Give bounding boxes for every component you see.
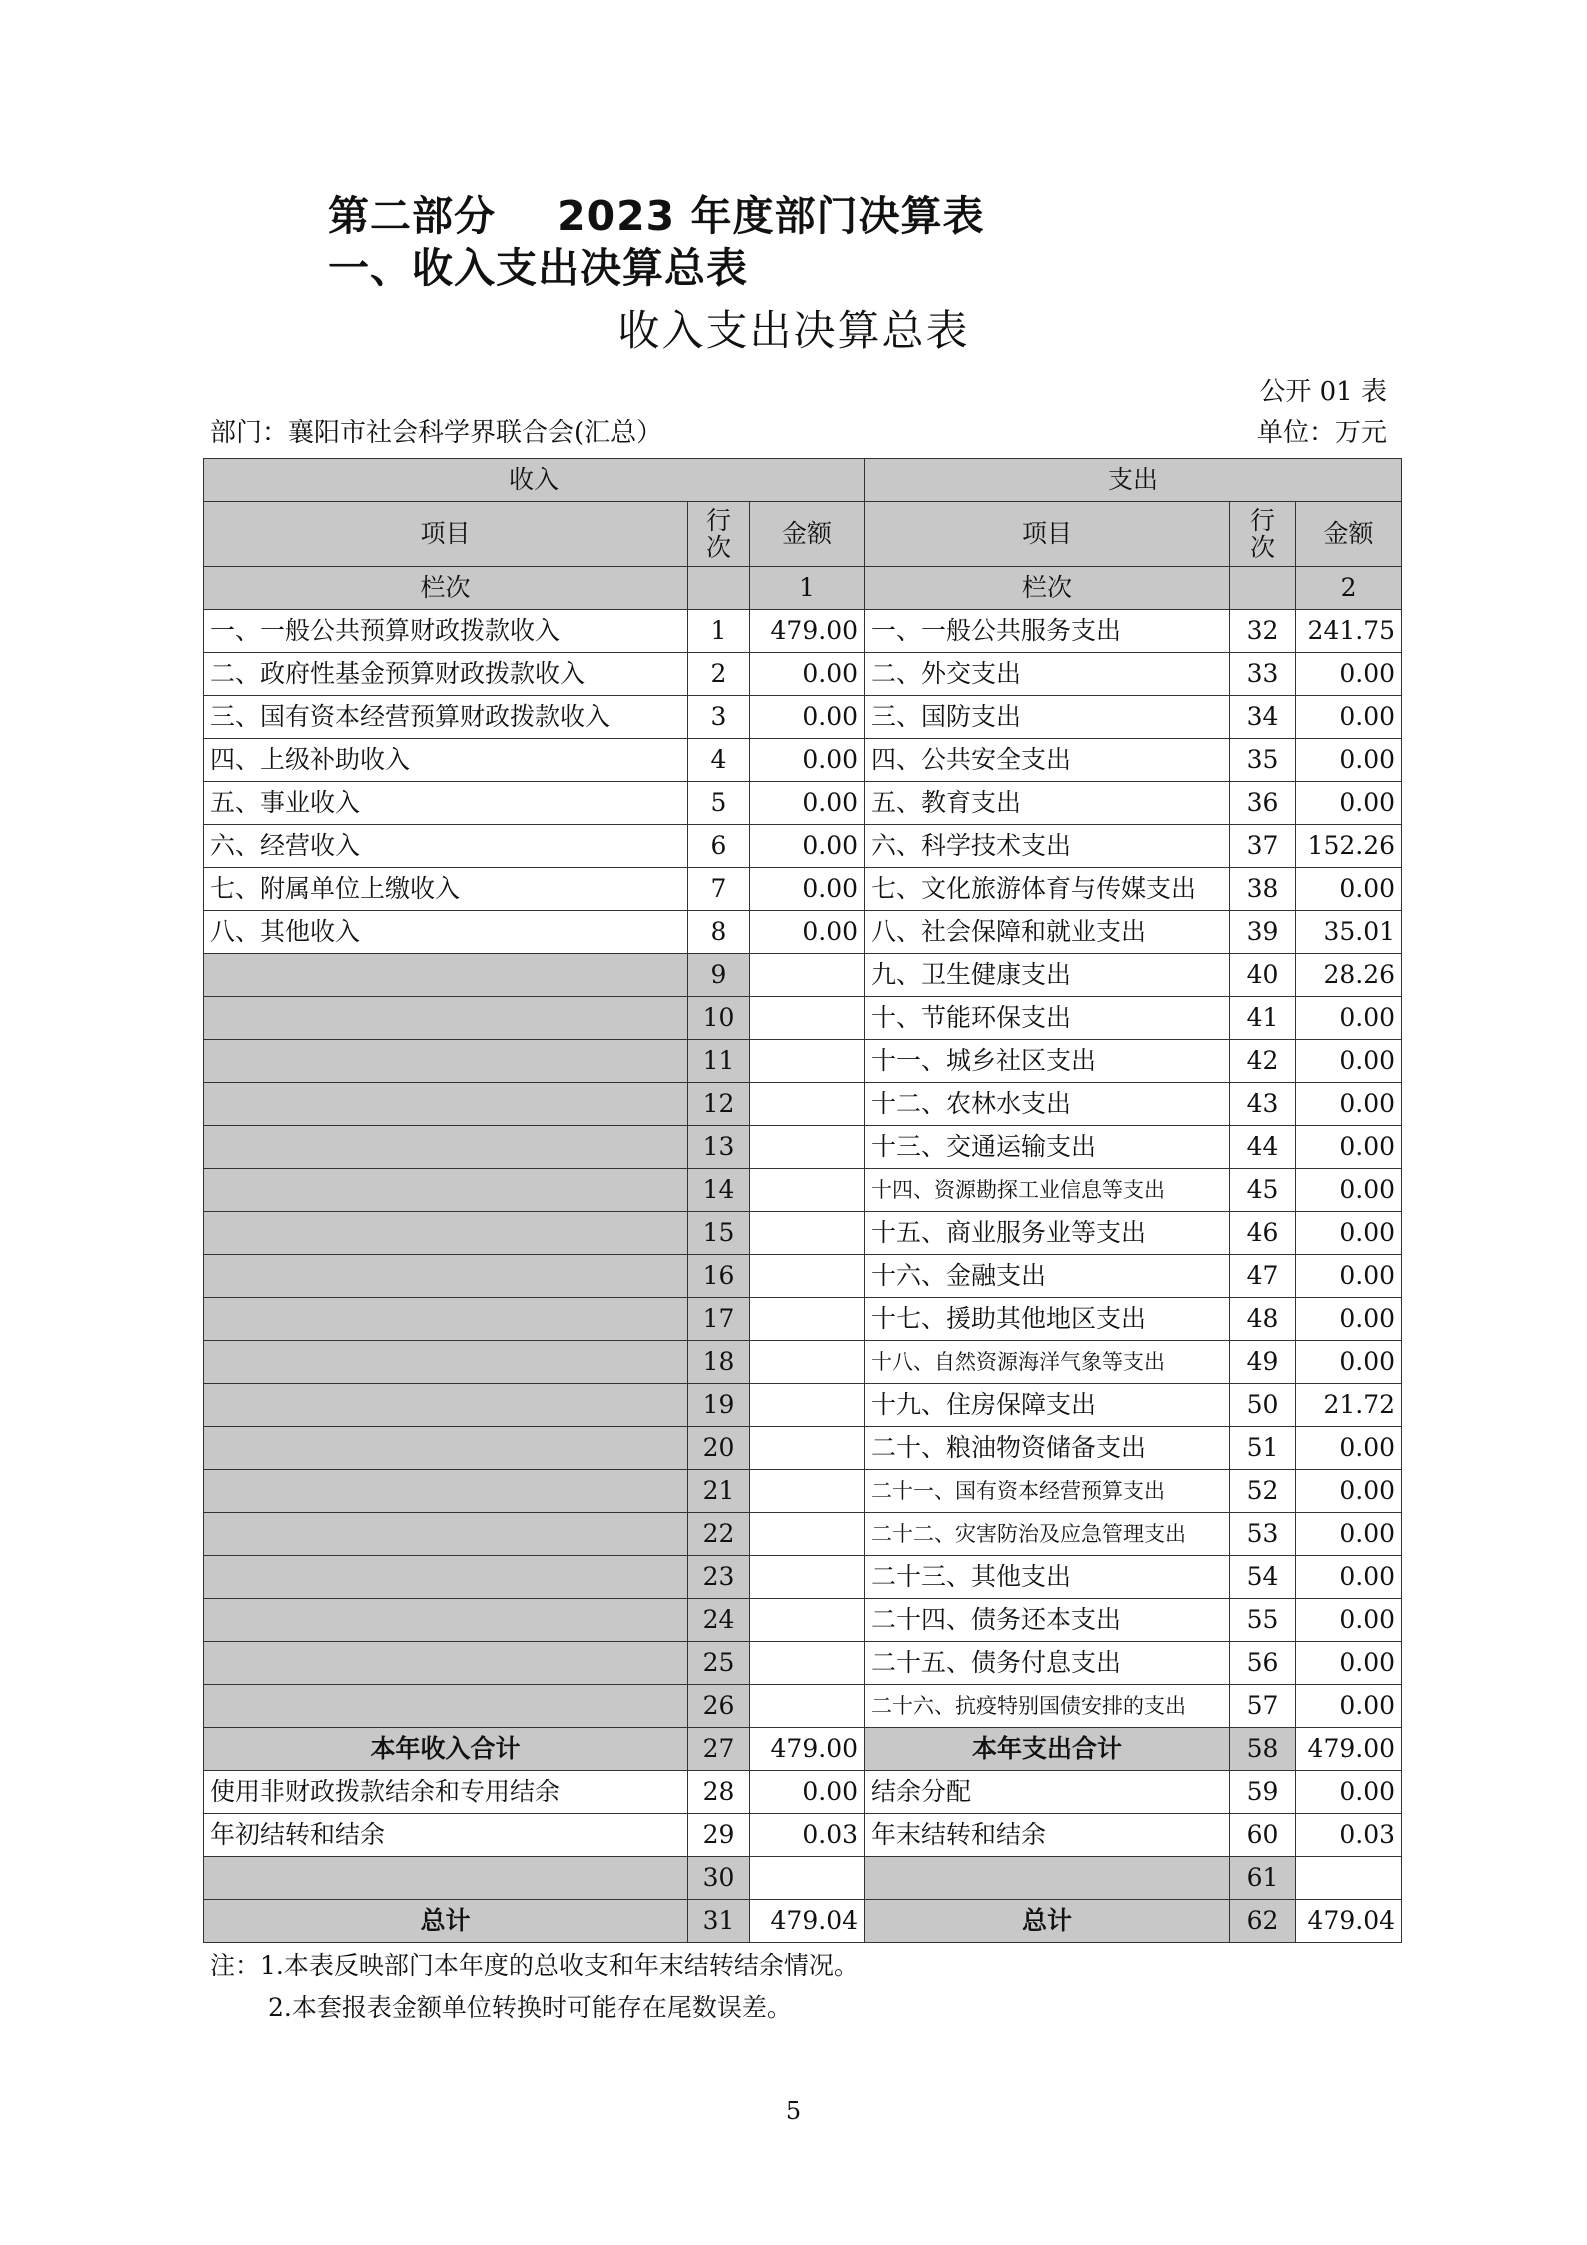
- income-item: [204, 1384, 688, 1427]
- note-1: 注：1.本表反映部门本年度的总收支和年末结转结余情况。: [210, 1951, 859, 1980]
- expense-item: 二十五、债务付息支出: [865, 1642, 1230, 1685]
- header-row-column-index: [204, 567, 1402, 610]
- income-amount: [750, 1212, 865, 1255]
- income-amount: 479.00: [750, 1728, 865, 1771]
- income-row-number: 17: [688, 1298, 750, 1341]
- expense-amount: 0.00: [1296, 696, 1402, 739]
- expense-row-number: 34: [1230, 696, 1296, 739]
- income-item: [204, 1298, 688, 1341]
- income-row-number: 14: [688, 1169, 750, 1212]
- income-amount: 0.00: [750, 911, 865, 954]
- income-rowno-header: [688, 502, 750, 567]
- table-section-heading: 一、收入支出决算总表: [328, 244, 748, 292]
- income-amount: [750, 1685, 865, 1728]
- income-amount: [750, 1857, 865, 1900]
- expense-row-number: 38: [1230, 868, 1296, 911]
- expense-amount: 0.00: [1296, 1685, 1402, 1728]
- expense-row-number: 37: [1230, 825, 1296, 868]
- income-row-number: 12: [688, 1083, 750, 1126]
- expense-item: 十、节能环保支出: [865, 997, 1230, 1040]
- income-item: 本年收入合计: [204, 1728, 688, 1771]
- income-row-number: 28: [688, 1771, 750, 1814]
- department-label: 部门：襄阳市社会科学界联合会(汇总）: [210, 418, 663, 448]
- expense-amount: 0.00: [1296, 1298, 1402, 1341]
- expense-row-number: 36: [1230, 782, 1296, 825]
- table-row: [204, 1169, 1402, 1212]
- income-item: [204, 1556, 688, 1599]
- expense-amount: 0.00: [1296, 1169, 1402, 1212]
- income-amount: [750, 1427, 865, 1470]
- table-row: [204, 1470, 1402, 1513]
- income-item: 三、国有资本经营预算财政拨款收入: [204, 696, 688, 739]
- expense-item: 二十、粮油物资储备支出: [865, 1427, 1230, 1470]
- expense-item: 二、外交支出: [865, 653, 1230, 696]
- expense-row-number: 42: [1230, 1040, 1296, 1083]
- balance-row: [204, 1814, 1402, 1857]
- expense-amount: 479.04: [1296, 1900, 1402, 1943]
- income-amount: [750, 1556, 865, 1599]
- expense-row-number: 44: [1230, 1126, 1296, 1169]
- income-row-number: 16: [688, 1255, 750, 1298]
- table-row: [204, 825, 1402, 868]
- income-row-number: 19: [688, 1384, 750, 1427]
- income-item: [204, 997, 688, 1040]
- income-item: [204, 954, 688, 997]
- table-row: [204, 1685, 1402, 1728]
- expense-item: 十三、交通运输支出: [865, 1126, 1230, 1169]
- note-2: 2.本套报表金额单位转换时可能存在尾数误差。: [268, 1993, 792, 2022]
- expense-item: 二十六、抗疫特别国债安排的支出: [865, 1685, 1230, 1728]
- unit-label: 单位：万元: [1256, 418, 1387, 448]
- expense-amount: 0.00: [1296, 997, 1402, 1040]
- year-total-row: [204, 1728, 1402, 1771]
- expense-amount: 0.00: [1296, 653, 1402, 696]
- income-amount: [750, 1040, 865, 1083]
- expense-amount: [1296, 1857, 1402, 1900]
- income-item: 八、其他收入: [204, 911, 688, 954]
- income-item: [204, 1040, 688, 1083]
- income-item: [204, 1083, 688, 1126]
- expense-amount: 479.00: [1296, 1728, 1402, 1771]
- table-row: [204, 1599, 1402, 1642]
- expense-row-number: 50: [1230, 1384, 1296, 1427]
- expense-item: 十五、商业服务业等支出: [865, 1212, 1230, 1255]
- table-row: [204, 997, 1402, 1040]
- income-item: [204, 1427, 688, 1470]
- expense-row-number: 33: [1230, 653, 1296, 696]
- expense-row-number: 39: [1230, 911, 1296, 954]
- income-item: 六、经营收入: [204, 825, 688, 868]
- page-number: 5: [785, 2097, 802, 2125]
- expense-amount: 0.00: [1296, 1255, 1402, 1298]
- expense-row-number: 57: [1230, 1685, 1296, 1728]
- expense-row-number: 48: [1230, 1298, 1296, 1341]
- expense-row-number: 54: [1230, 1556, 1296, 1599]
- income-header: 收入: [204, 459, 865, 502]
- income-column-empty: [688, 567, 750, 610]
- expense-item: 六、科学技术支出: [865, 825, 1230, 868]
- expense-amount: 0.00: [1296, 868, 1402, 911]
- income-amount: [750, 1470, 865, 1513]
- table-row: [204, 1040, 1402, 1083]
- income-amount: 0.00: [750, 739, 865, 782]
- income-item-header: 项目: [204, 502, 688, 567]
- income-amount: [750, 1169, 865, 1212]
- income-amount: 479.04: [750, 1900, 865, 1943]
- expense-column-index: 2: [1296, 567, 1402, 610]
- expense-amount: 0.00: [1296, 1771, 1402, 1814]
- income-item: [204, 1857, 688, 1900]
- expense-amount-header: 金额: [1296, 502, 1402, 567]
- expense-amount: 0.00: [1296, 1212, 1402, 1255]
- expense-row-number: 41: [1230, 997, 1296, 1040]
- balance-row: [204, 1857, 1402, 1900]
- income-row-number: 20: [688, 1427, 750, 1470]
- expense-item: 二十二、灾害防治及应急管理支出: [865, 1513, 1230, 1556]
- expense-row-number: 40: [1230, 954, 1296, 997]
- expense-item: 十四、资源勘探工业信息等支出: [865, 1169, 1230, 1212]
- income-row-number: 1: [688, 610, 750, 653]
- income-item: 七、附属单位上缴收入: [204, 868, 688, 911]
- expense-row-number: 47: [1230, 1255, 1296, 1298]
- expense-row-number: 56: [1230, 1642, 1296, 1685]
- expense-amount: 0.00: [1296, 1126, 1402, 1169]
- grand-total-row: [204, 1900, 1402, 1943]
- table-row: [204, 1341, 1402, 1384]
- expense-column-label: 栏次: [865, 567, 1230, 610]
- income-item: [204, 1513, 688, 1556]
- expense-item: 二十四、债务还本支出: [865, 1599, 1230, 1642]
- income-item: 使用非财政拨款结余和专用结余: [204, 1771, 688, 1814]
- income-amount: [750, 997, 865, 1040]
- income-amount: 0.00: [750, 696, 865, 739]
- income-amount: 0.00: [750, 1771, 865, 1814]
- rowno-header-text: 行次: [706, 506, 732, 562]
- income-row-number: 11: [688, 1040, 750, 1083]
- income-amount: [750, 1083, 865, 1126]
- table-row: [204, 1642, 1402, 1685]
- income-row-number: 23: [688, 1556, 750, 1599]
- income-amount: 479.00: [750, 610, 865, 653]
- income-amount: [750, 1298, 865, 1341]
- section-heading: 第二部分 2023 年度部门决算表: [328, 192, 985, 240]
- income-item: 一、一般公共预算财政拨款收入: [204, 610, 688, 653]
- expense-item: 十一、城乡社区支出: [865, 1040, 1230, 1083]
- expense-row-number: 49: [1230, 1341, 1296, 1384]
- rowno-header-text: 行次: [1250, 506, 1276, 562]
- income-row-number: 10: [688, 997, 750, 1040]
- income-item: 四、上级补助收入: [204, 739, 688, 782]
- expense-item: 十八、自然资源海洋气象等支出: [865, 1341, 1230, 1384]
- expense-row-number: 45: [1230, 1169, 1296, 1212]
- income-item: 总计: [204, 1900, 688, 1943]
- expense-amount: 0.00: [1296, 782, 1402, 825]
- income-amount: [750, 1599, 865, 1642]
- expense-item: 四、公共安全支出: [865, 739, 1230, 782]
- expense-column-empty: [1230, 567, 1296, 610]
- expense-amount: 35.01: [1296, 911, 1402, 954]
- expense-row-number: 32: [1230, 610, 1296, 653]
- expense-amount: 0.00: [1296, 1556, 1402, 1599]
- income-row-number: 15: [688, 1212, 750, 1255]
- expense-amount: 0.00: [1296, 1470, 1402, 1513]
- expense-amount: 0.00: [1296, 1642, 1402, 1685]
- expense-amount: 21.72: [1296, 1384, 1402, 1427]
- table-row: [204, 868, 1402, 911]
- income-row-number: 29: [688, 1814, 750, 1857]
- table-row: [204, 1384, 1402, 1427]
- table-row: [204, 1126, 1402, 1169]
- table-row: [204, 911, 1402, 954]
- expense-item: 十七、援助其他地区支出: [865, 1298, 1230, 1341]
- income-item: [204, 1470, 688, 1513]
- expense-item: [865, 1857, 1230, 1900]
- expense-amount: 0.00: [1296, 1083, 1402, 1126]
- income-amount: 0.00: [750, 868, 865, 911]
- income-amount: [750, 1642, 865, 1685]
- expense-amount: 241.75: [1296, 610, 1402, 653]
- expense-item: 二十三、其他支出: [865, 1556, 1230, 1599]
- income-amount: [750, 1255, 865, 1298]
- expense-row-number: 53: [1230, 1513, 1296, 1556]
- income-item: [204, 1685, 688, 1728]
- expense-row-number: 51: [1230, 1427, 1296, 1470]
- income-amount: [750, 954, 865, 997]
- expense-item: 三、国防支出: [865, 696, 1230, 739]
- expense-amount: 152.26: [1296, 825, 1402, 868]
- income-item: [204, 1169, 688, 1212]
- income-amount: 0.00: [750, 782, 865, 825]
- income-item: [204, 1599, 688, 1642]
- income-amount: 0.03: [750, 1814, 865, 1857]
- income-row-number: 27: [688, 1728, 750, 1771]
- expense-item: 一、一般公共服务支出: [865, 610, 1230, 653]
- expense-item: 九、卫生健康支出: [865, 954, 1230, 997]
- expense-item: 八、社会保障和就业支出: [865, 911, 1230, 954]
- table-row: [204, 653, 1402, 696]
- income-column-label: 栏次: [204, 567, 688, 610]
- income-item: [204, 1341, 688, 1384]
- expense-item: 七、文化旅游体育与传媒支出: [865, 868, 1230, 911]
- table-row: [204, 1212, 1402, 1255]
- expense-row-number: 58: [1230, 1728, 1296, 1771]
- table-row: [204, 739, 1402, 782]
- expense-item: 总计: [865, 1900, 1230, 1943]
- income-row-number: 25: [688, 1642, 750, 1685]
- income-column-index: 1: [750, 567, 865, 610]
- income-row-number: 6: [688, 825, 750, 868]
- balance-row: [204, 1771, 1402, 1814]
- income-amount: [750, 1384, 865, 1427]
- income-row-number: 7: [688, 868, 750, 911]
- income-row-number: 21: [688, 1470, 750, 1513]
- income-item: 年初结转和结余: [204, 1814, 688, 1857]
- income-item: [204, 1642, 688, 1685]
- header-row-columns: [204, 502, 1402, 567]
- income-row-number: 18: [688, 1341, 750, 1384]
- expense-rowno-header: [1230, 502, 1296, 567]
- income-row-number: 3: [688, 696, 750, 739]
- expense-row-number: 43: [1230, 1083, 1296, 1126]
- income-row-number: 13: [688, 1126, 750, 1169]
- expense-item: 五、教育支出: [865, 782, 1230, 825]
- table-row: [204, 1556, 1402, 1599]
- income-row-number: 24: [688, 1599, 750, 1642]
- table-title: 收入支出决算总表: [617, 306, 970, 355]
- income-row-number: 30: [688, 1857, 750, 1900]
- table-row: [204, 1083, 1402, 1126]
- expense-row-number: 60: [1230, 1814, 1296, 1857]
- income-row-number: 2: [688, 653, 750, 696]
- expense-item: 十九、住房保障支出: [865, 1384, 1230, 1427]
- expense-amount: 0.00: [1296, 1040, 1402, 1083]
- expense-item: 十六、金融支出: [865, 1255, 1230, 1298]
- income-amount: [750, 1126, 865, 1169]
- income-row-number: 26: [688, 1685, 750, 1728]
- table-row: [204, 782, 1402, 825]
- income-item: [204, 1212, 688, 1255]
- expense-amount: 0.03: [1296, 1814, 1402, 1857]
- income-expense-table: [203, 458, 1402, 1943]
- income-item: 二、政府性基金预算财政拨款收入: [204, 653, 688, 696]
- expense-item: 结余分配: [865, 1771, 1230, 1814]
- expense-item: 年末结转和结余: [865, 1814, 1230, 1857]
- table-row: [204, 1427, 1402, 1470]
- expense-amount: 0.00: [1296, 1599, 1402, 1642]
- table-body: [204, 459, 1402, 1943]
- income-row-number: 22: [688, 1513, 750, 1556]
- expense-item: 本年支出合计: [865, 1728, 1230, 1771]
- expense-row-number: 59: [1230, 1771, 1296, 1814]
- income-item: [204, 1255, 688, 1298]
- income-row-number: 5: [688, 782, 750, 825]
- expense-row-number: 62: [1230, 1900, 1296, 1943]
- expense-amount: 0.00: [1296, 1341, 1402, 1384]
- header-row-sections: [204, 459, 1402, 502]
- expense-row-number: 55: [1230, 1599, 1296, 1642]
- expense-row-number: 52: [1230, 1470, 1296, 1513]
- form-number: 公开 01 表: [1259, 377, 1387, 407]
- table-row: [204, 1298, 1402, 1341]
- income-item: 五、事业收入: [204, 782, 688, 825]
- expense-item: 二十一、国有资本经营预算支出: [865, 1470, 1230, 1513]
- expense-header: 支出: [865, 459, 1402, 502]
- expense-amount: 0.00: [1296, 1427, 1402, 1470]
- table-row: [204, 1255, 1402, 1298]
- income-row-number: 8: [688, 911, 750, 954]
- income-amount: 0.00: [750, 825, 865, 868]
- expense-row-number: 46: [1230, 1212, 1296, 1255]
- expense-item-header: 项目: [865, 502, 1230, 567]
- table-row: [204, 1513, 1402, 1556]
- expense-row-number: 35: [1230, 739, 1296, 782]
- income-amount-header: 金额: [750, 502, 865, 567]
- table-row: [204, 954, 1402, 997]
- table-row: [204, 610, 1402, 653]
- income-amount: [750, 1341, 865, 1384]
- expense-row-number: 61: [1230, 1857, 1296, 1900]
- table-row: [204, 696, 1402, 739]
- income-row-number: 31: [688, 1900, 750, 1943]
- expense-amount: 0.00: [1296, 739, 1402, 782]
- expense-item: 十二、农林水支出: [865, 1083, 1230, 1126]
- income-row-number: 9: [688, 954, 750, 997]
- income-row-number: 4: [688, 739, 750, 782]
- income-item: [204, 1126, 688, 1169]
- income-amount: [750, 1513, 865, 1556]
- expense-amount: 0.00: [1296, 1513, 1402, 1556]
- income-amount: 0.00: [750, 653, 865, 696]
- expense-amount: 28.26: [1296, 954, 1402, 997]
